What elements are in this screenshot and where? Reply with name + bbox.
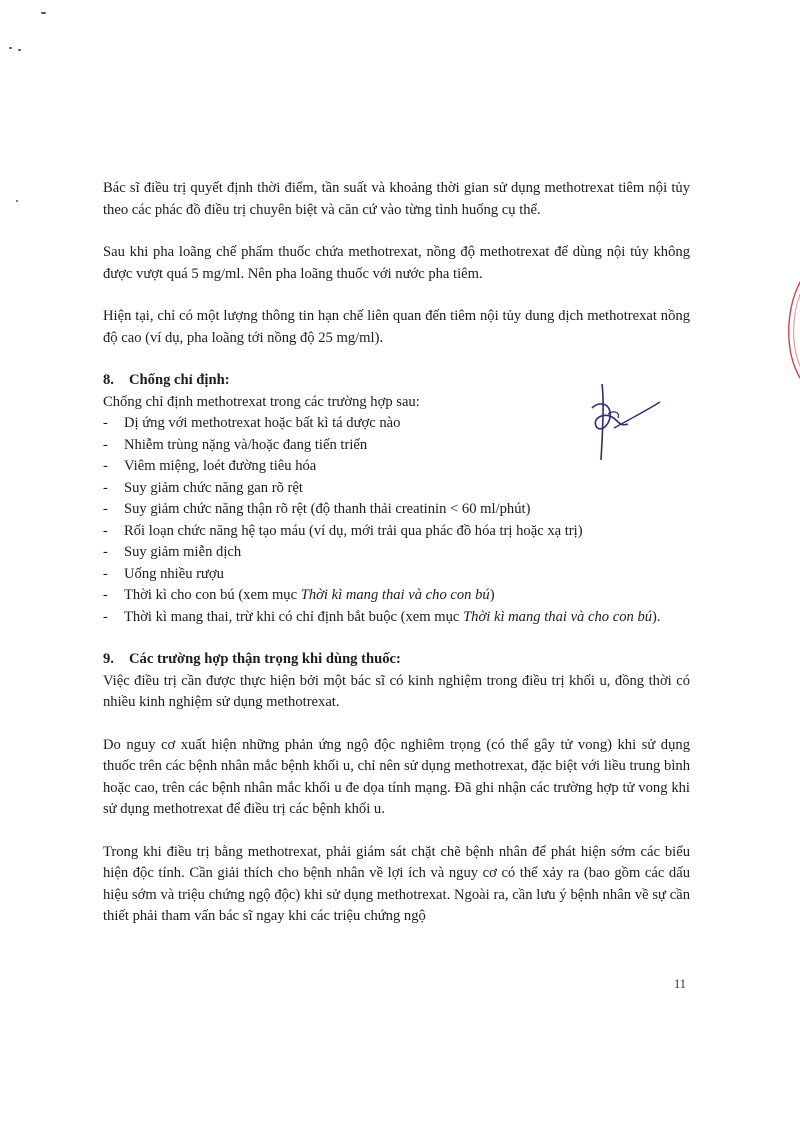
item-text: Thời kì cho con bú (xem mục: [124, 587, 301, 603]
list-item: - Dị ứng với methotrexat hoặc bất kì tá dược nào: [103, 413, 690, 435]
list-item: - Suy giảm chức năng gan rõ rệt: [103, 478, 690, 500]
item-text: Thời kì mang thai, trừ khi có chỉ định bắt buộc (xem mục: [124, 608, 464, 625]
paragraph: Do nguy cơ xuất hiện những phản ứng ngộ độc nghiêm trọng (có thể gây tử vong) khi sử dụng thuốc trên các bệnh nhân mắc bệnh khối u, chỉ nên sử dụng methotrexat, đặc biệt với liều trung bình hoặc cao, trên các bệnh nhân mắc khối u đe dọa tính mạng. Đã ghi nhận các trường hợp tử vong khi sử dụng methotrexat để điều trị các bệnh khối u.: [103, 736, 690, 817]
paragraph: Hiện tại, chỉ có một lượng thông tin hạn chế liên quan đến tiêm nội tủy dung dịch methotrexat nồng độ cao (ví dụ, pha loãng tới nồng độ 25 mg/ml).: [103, 308, 690, 346]
stamp-edge: [780, 280, 800, 380]
paragraph: Trong khi điều trị bằng methotrexat, phải giám sát chặt chẽ bệnh nhân để phát hiện sớm các biểu hiện độc tính. Cần giải thích cho bệnh nhân về lợi ích và nguy cơ có thể xảy ra (bao gồm các dấu hiệu sớm và triệu chứng ngộ độc) khi sử dụng methotrexat. Ngoài ra, cần lưu ý bệnh nhân về sự cần thiết phải tham vấn bác sĩ ngay khi các triệu chứng ngộ: [103, 843, 690, 924]
section-title: Các trường hợp thận trọng khi dùng thuốc:: [129, 651, 401, 667]
scan-speck: [9, 47, 12, 49]
section-heading: [103, 649, 690, 671]
section-number: 9.: [103, 651, 114, 667]
signature-mark: [588, 380, 668, 465]
section-number: 8.: [103, 372, 114, 388]
scan-speck: [18, 49, 21, 51]
cross-reference: Thời kì mang thai và cho con bú: [300, 587, 490, 603]
list-item: [103, 585, 690, 607]
section-title: Chống chỉ định:: [129, 372, 230, 388]
paragraph: Bác sĩ điều trị quyết định thời điểm, tần suất và khoảng thời gian sử dụng methotrexat tiêm nội tủy theo các phác đồ điều trị chuyên biệt và căn cứ vào từng tình huống cụ thể.: [103, 180, 690, 218]
list-item: - Suy giảm chức năng thận rõ rệt (độ thanh thải creatinin < 60 ml/phút): [103, 499, 690, 521]
list-item: - Viêm miệng, loét đường tiêu hóa: [103, 456, 690, 478]
list-item: - Uống nhiều rượu: [103, 564, 690, 586]
item-text: ).: [652, 608, 661, 625]
document-body: [103, 178, 690, 949]
paragraph: Việc điều trị cần được thực hiện bởi một bác sĩ có kinh nghiệm trong điều trị khối u, đồng thời có nhiều kinh nghiệm sử dụng methotrexat.: [103, 672, 690, 710]
section-intro: Chống chỉ định methotrexat trong các trường hợp sau:: [103, 393, 420, 410]
list-item: - Rối loạn chức năng hệ tạo máu (ví dụ, mới trải qua phác đồ hóa trị hoặc xạ trị): [103, 521, 690, 543]
list-item: - Suy giảm miễn dịch: [103, 542, 690, 564]
page-number: 11: [674, 977, 687, 991]
paragraph: Sau khi pha loãng chế phẩm thuốc chứa methotrexat, nồng độ methotrexat để dùng nội tủy không được vượt quá 5 mg/ml. Nên pha loãng thuốc với nước pha tiêm.: [103, 244, 690, 282]
scan-speck: [41, 12, 46, 14]
list-item: [103, 607, 690, 629]
cross-reference: Thời kì mang thai và cho con bú: [463, 608, 653, 625]
section-precautions: [103, 649, 690, 928]
list-item: - Nhiễm trùng nặng và/hoặc đang tiến triển: [103, 435, 690, 457]
item-text: ): [489, 587, 495, 603]
scan-speck: [16, 200, 18, 202]
